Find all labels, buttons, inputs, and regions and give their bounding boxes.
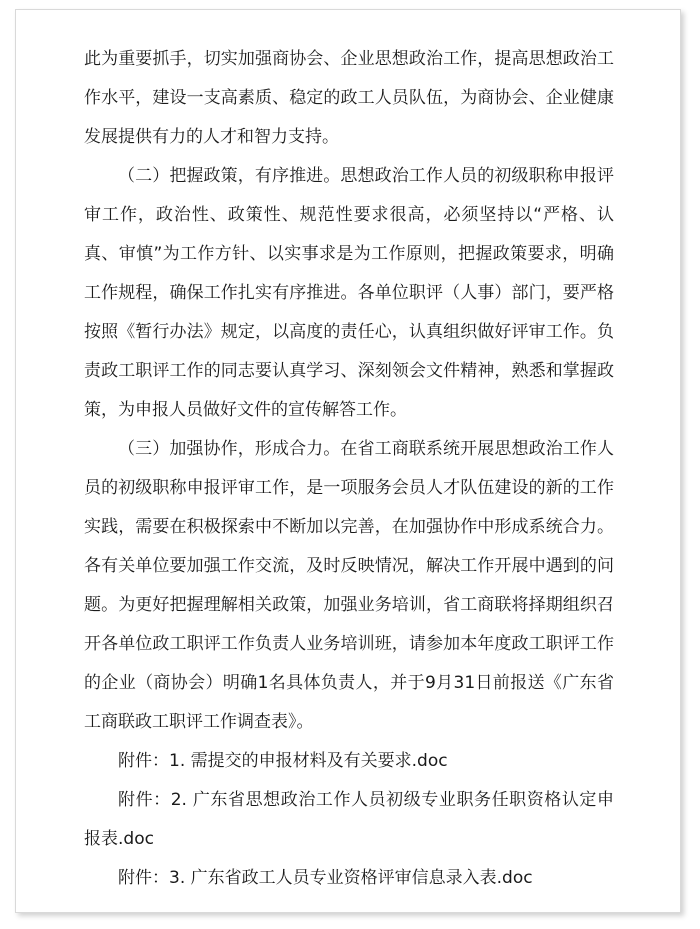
document-body — [84, 40, 614, 898]
document-page — [15, 9, 681, 913]
paragraph-section-3: （三）加强协作，形成合力。在省工商联系统开展思想政治工作人员的初级职称申报评审工作，是一项服务会员人才队伍建设的新的工作实践，需要在积极探索中不断加以完善，在加强协作中形成系统合力。各有关单位要加强工作交流，及时反映情况，解决工作开展中遇到的问题。为更好把握理解相关政策，加强业务培训，省工商联将择期组织召开各单位政工职评工作负责人业务培训班，请参加本年度政工职评工作的企业（商协会）明确1名具体负责人，并于9月31日前报送《广东省工商联政工职评工作调查表》。 — [84, 439, 614, 732]
paragraph-section-2: （二）把握政策，有序推进。思想政治工作人员的初级职称申报评审工作，政治性、政策性、规范性要求很高，必须坚持以“严格、认真、审慎”为工作方针、以实事求是为工作原则，把握政策要求，明确工作规程，确保工作扎实有序推进。各单位职评（人事）部门，要严格按照《暂行办法》规定，以高度的责任心，认真组织做好评审工作。负责政工职评工作的同志要认真学习、深刻领会文件精神，熟悉和掌握政策，为申报人员做好文件的宣传解答工作。 — [84, 166, 614, 420]
attachment-3: 附件：3. 广东省政工人员专业资格评审信息录入表.doc — [118, 868, 533, 888]
attachment-2: 附件：2. 广东省思想政治工作人员初级专业职务任职资格认定申报表.doc — [84, 790, 614, 849]
attachment-1: 附件：1. 需提交的申报材料及有关要求.doc — [118, 751, 448, 771]
paragraph-continuation: 此为重要抓手，切实加强商协会、企业思想政治工作，提高思想政治工作水平，建设一支高素质、稳定的政工人员队伍，为商协会、企业健康发展提供有力的人才和智力支持。 — [84, 49, 614, 147]
